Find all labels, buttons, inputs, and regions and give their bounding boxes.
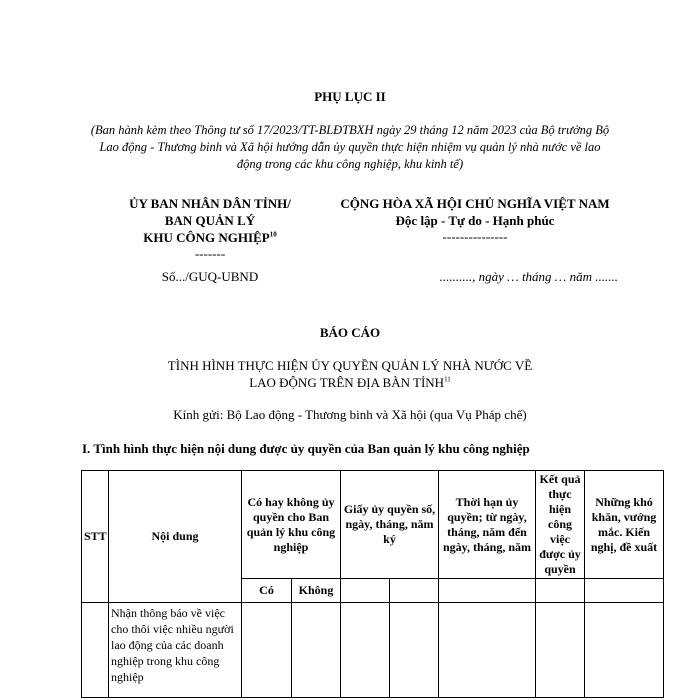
- cell-authorization-doc: [341, 603, 390, 698]
- report-subtitle-line2-text: LAO ĐỘNG TRÊN ĐỊA BÀN TỈNH: [249, 375, 445, 390]
- cell-content: Nhận thông báo về việc cho thôi việc nhiều người lao động của các doanh nghiệp trong khu công nghiệp: [109, 603, 242, 698]
- appendix-title: PHỤ LỤC II: [314, 89, 386, 104]
- report-subtitle-line2: [100, 374, 600, 391]
- cell-term: [439, 603, 536, 698]
- cell-yes: [242, 603, 292, 698]
- empty-header-cell: [439, 579, 536, 603]
- footnote-marker: 11: [444, 375, 451, 384]
- header-result: Kết quả thực hiện công việc được ủy quyền: [536, 471, 585, 579]
- left-divider: -------: [194, 246, 226, 261]
- header-no: Không: [292, 579, 341, 603]
- header-content: Nội dung: [109, 471, 242, 603]
- cell-authorization-doc-extra: [390, 603, 439, 698]
- cell-no: [292, 603, 341, 698]
- report-subtitle-line1: TÌNH HÌNH THỰC HIỆN ỦY QUYỀN QUẢN LÝ NHÀ NƯỚC VỀ: [167, 358, 533, 373]
- recipient-line: Kính gửi: Bộ Lao động - Thương binh và Xã hội (qua Vụ Pháp chế): [173, 407, 527, 422]
- header-yes: Có: [242, 579, 292, 603]
- issuing-authority-line3-text: KHU CÔNG NGHIỆP: [143, 230, 270, 245]
- cell-result: [536, 603, 585, 698]
- table-row: [82, 603, 664, 698]
- national-header: [300, 195, 650, 229]
- report-title: BÁO CÁO: [319, 325, 381, 340]
- report-table: [81, 470, 664, 698]
- footnote-marker: 10: [269, 230, 277, 239]
- section-heading: I. Tình hình thực hiện nội dung được ủy quyền của Ban quản lý khu công nghiệp: [82, 441, 530, 456]
- empty-header-cell: [585, 579, 664, 603]
- appendix-subtitle: (Ban hành kèm theo Thông tư số 17/2023/TT-BLĐTBXH ngày 29 tháng 12 năm 2023 của Bộ trưởng Bộ Lao động - Thương binh và Xã hội hướng dẫn ủy quyền thực hiện nhiệm vụ quản lý nhà nước về lao động trong các khu công nghiệp, khu kinh tế): [90, 123, 610, 171]
- date-line: .........., ngày … tháng … năm .......: [439, 269, 618, 284]
- empty-header-cell: [390, 579, 439, 603]
- right-divider: ---------------: [442, 229, 508, 244]
- header-stt: STT: [82, 471, 109, 603]
- header-term: Thời hạn ủy quyền; từ ngày, tháng, năm đến ngày, tháng, năm: [439, 471, 536, 579]
- issuing-authority-line1: ỦY BAN NHÂN DÂN TỈNH/: [129, 196, 291, 211]
- cell-stt: [82, 603, 109, 698]
- header-authorization-doc: Giấy ủy quyền số, ngày, tháng, năm ký: [341, 471, 439, 579]
- document-number: Số.../GUQ-UBND: [161, 269, 259, 284]
- empty-header-cell: [341, 579, 390, 603]
- issuing-authority-line2: BAN QUẢN LÝ: [164, 213, 256, 228]
- national-motto: Độc lập - Tự do - Hạnh phúc: [395, 213, 555, 228]
- header-authorized: Có hay không ủy quyền cho Ban quản lý khu công nghiệp: [242, 471, 341, 579]
- report-subtitle: [100, 357, 600, 391]
- country-name: CỘNG HÒA XÃ HỘI CHỦ NGHĨA VIỆT NAM: [340, 196, 610, 211]
- empty-header-cell: [536, 579, 585, 603]
- header-difficulties: Những khó khăn, vướng mắc. Kiến nghị, đề xuất: [585, 471, 664, 579]
- cell-difficulties: [585, 603, 664, 698]
